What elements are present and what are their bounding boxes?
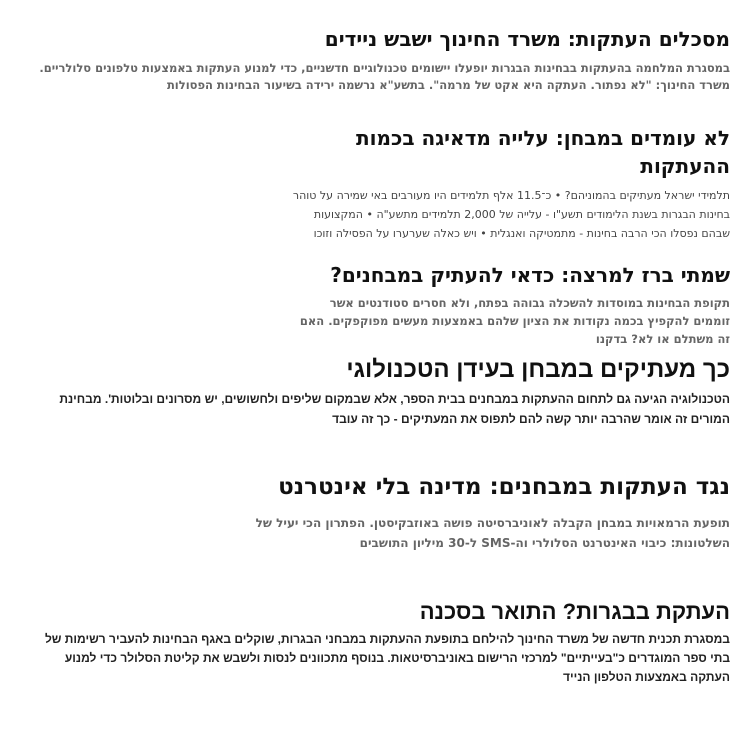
article-3 [10,260,730,348]
article-4-summary: הטכנולוגיה הגיעה גם לתחום ההעתקות במבחנים בבית הספר, אלא שבמקום שליפים ולחשושים, יש מסרונים ובלוטות'. מבחינת המורים זה אומר שהרבה יותר קשה להם לתפוס את המעתיקים - כך זה עובד [59,392,730,426]
article-5-headline[interactable]: נגד העתקות במבחנים: מדינה בלי אינטרנט [278,474,730,500]
article-1 [30,24,730,93]
article-4 [10,352,730,429]
article-5 [10,470,730,553]
article-2-summary: תלמידי ישראל מעתיקים בהמוניהם? • כ־11.5 אלף תלמידים היו מעורבים באי שמירה על טוהר בחינות הבגרות בשנת הלימודים תשע"ו - עלייה של 2,000 תלמידים מתשע"ה • המקצועות שבהם נפסלו הכי הרבה בחינות - מתמטיקה ואנגלית • ויש כאלה שערערו על הפסילה וזוכו [292,189,730,240]
article-3-headline[interactable]: שמתי ברז למרצה: כדאי להעתיק במבחנים? [330,263,730,287]
article-1-headline[interactable]: מסכלים העתקות: משרד החינוך ישבש ניידים [324,27,730,51]
article-1-summary: במסגרת המלחמה בהעתקות בבחינות הבגרות יופעלו יישומים טכנולוגיים חדשניים, כדי למנוע העתקות באמצעות טלפונים סלולריים. משרד החינוך: "לא נפתור. העתקה היא אקט של מרמה". בתשע"א נרשמה ירידה בשיעור הבחינות הפסולות [39,61,730,92]
article-4-headline[interactable]: כך מעתיקים במבחן בעידן הטכנולוגי [346,356,730,383]
article-2-headline[interactable]: לא עומדים במבחן: עלייה מדאיגה בכמות ההעתקות [356,126,730,178]
article-6 [10,596,730,687]
article-3-summary: תקופת הבחינות במוסדות להשכלה גבוהה בפתח, ולא חסרים סטודנטים אשר זוממים להקפיץ בכמה נקודות את הציון שלהם באמצעות מעשים מפוקפקים. האם זה משתלם או לא? בדקנו [299,296,730,346]
article-5-summary: תופעת הרמאויות במבחן הקבלה לאוניברסיטה פושה באוזבקיסטן. הפתרון הכי יעיל של השלטונות: כיבוי האינטרנט הסלולרי וה-SMS ל-30 מיליון התושבים [255,516,730,550]
article-6-summary: במסגרת תכנית חדשה של משרד החינוך להילחם בתופעת ההעתקות במבחני הבגרות, שוקלים באגף הבחינות להעביר רשימות של בתי ספר המוגדרים כ"בעייתיים" למרכזי הרישום באוניברסיטאות. בנוסף מתכוונים לנסות ולשבש את קליטת הסלולר כדי למנוע העתקה באמצעות הטלפון הנייד [44,632,730,684]
article-2 [10,124,730,243]
article-6-headline[interactable]: העתקת בבגרות? התואר בסכנה [419,599,730,624]
